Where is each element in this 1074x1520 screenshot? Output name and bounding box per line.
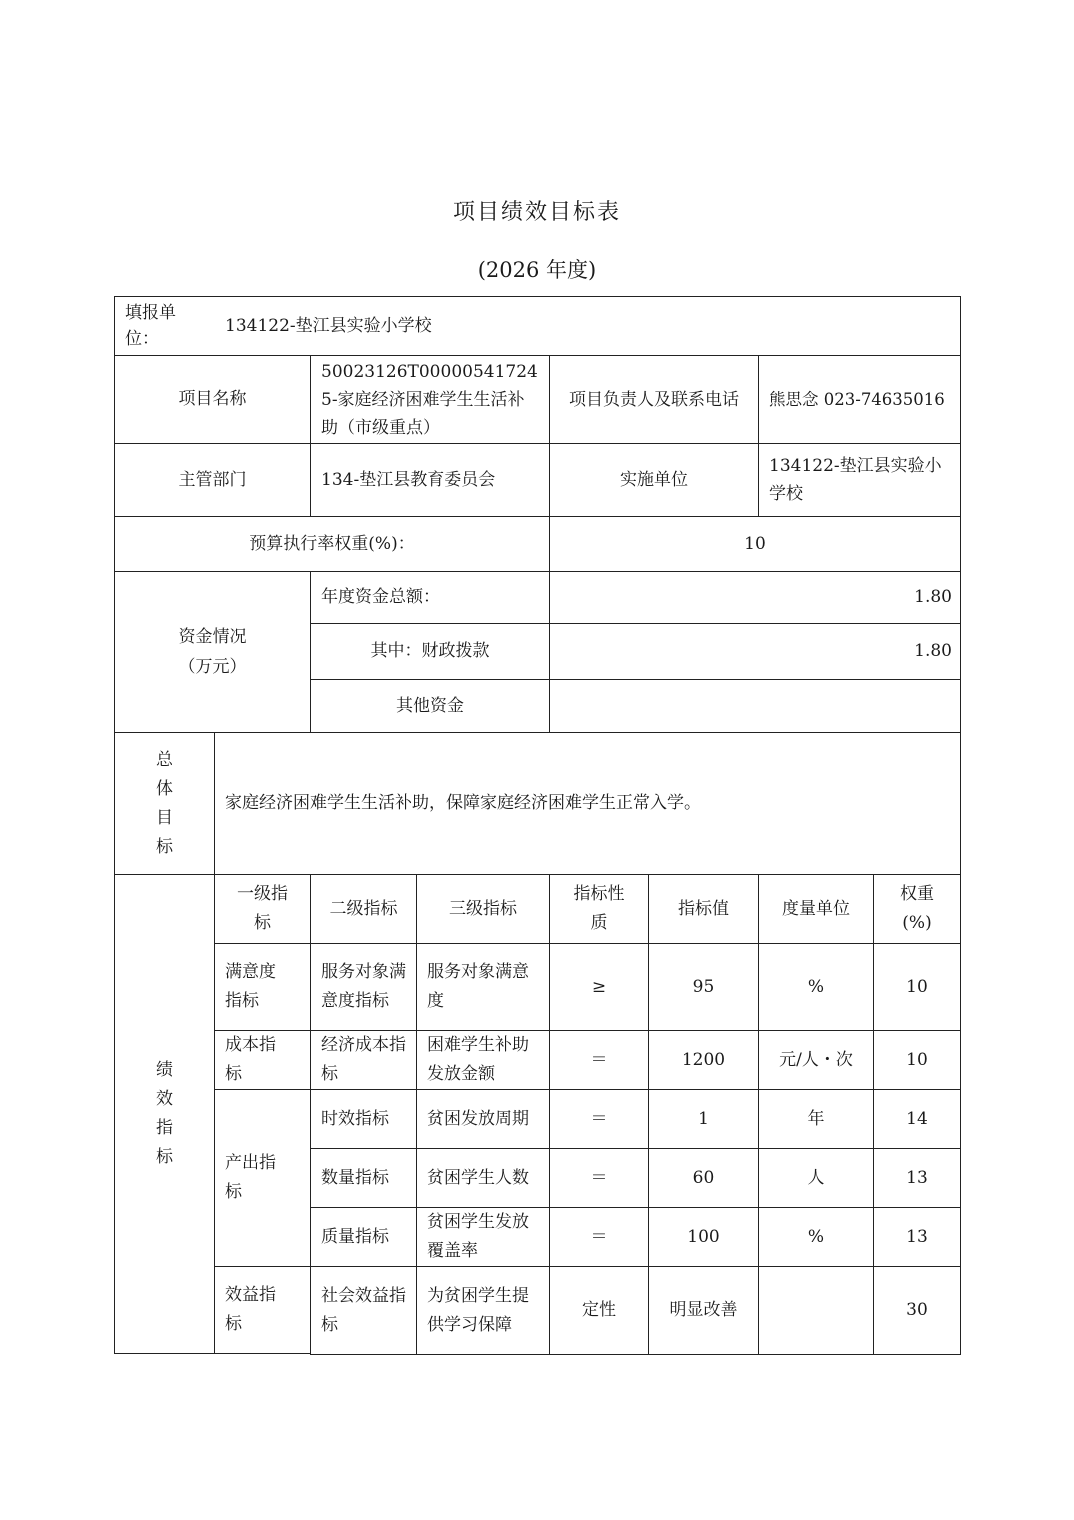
budget-rate-label: 预算执行率权重(%)：: [249, 533, 415, 554]
unit-cell: [758, 1266, 874, 1355]
weight-cell: [873, 943, 961, 1031]
unit-cell: [758, 1030, 874, 1090]
level2-cell: [310, 1266, 417, 1355]
value-text: 95: [692, 976, 715, 997]
unit-text: %: [807, 1226, 825, 1247]
level2-cell: [310, 1030, 417, 1090]
level3-text: 贫困学生发放覆盖率: [427, 1212, 529, 1261]
contact-label-cell: [549, 355, 759, 444]
contact-value: 熊思念 023-74635016: [769, 390, 945, 409]
funds-other-label: 其他资金: [396, 695, 464, 716]
level3-cell: [416, 1266, 550, 1355]
nature-text: ＝: [590, 1226, 608, 1247]
level3-text: 为贫困学生提供学习保障: [427, 1285, 529, 1335]
unit-cell: [758, 1207, 874, 1267]
nature-cell: [549, 1089, 649, 1149]
level1-output: 产出指标: [214, 1089, 311, 1267]
value-cell: [648, 1148, 759, 1208]
value-cell: [648, 1089, 759, 1149]
impl-label: 实施单位: [620, 469, 688, 490]
budget-rate-value: 10: [744, 533, 766, 554]
nature-cell: [549, 1030, 649, 1090]
objective-text-cell: [214, 732, 961, 875]
level1-benefit: 效益指标: [214, 1266, 311, 1354]
level2-text: 经济成本指标: [321, 1035, 406, 1084]
nature-text: ＝: [590, 1167, 608, 1188]
weight-text: 13: [906, 1226, 928, 1247]
value-text: 1200: [681, 1049, 726, 1070]
funds-fiscal-value-cell: [549, 623, 961, 680]
reporting-unit-label: 填报单位：: [125, 303, 176, 349]
unit-text: 元/人・次: [779, 1049, 853, 1070]
unit-text: %: [807, 976, 825, 997]
indicators-label-cell: [114, 874, 215, 1354]
level2-text: 社会效益指标: [321, 1285, 406, 1335]
level1-satisfaction: 满意度指标: [214, 943, 311, 1031]
project-name-value: 50023126T000005417245-家庭经济困难学生生活补助（市级重点）: [321, 361, 538, 438]
document-subtitle: (2026 年度): [477, 258, 597, 282]
value-text: 1: [698, 1108, 709, 1129]
level3-cell: [416, 1207, 550, 1267]
contact-value-cell: [758, 355, 961, 444]
impl-value-cell: [758, 443, 961, 517]
reporting-unit-label-cell: [114, 296, 211, 356]
project-name-label-cell: [114, 355, 311, 444]
weight-cell: [873, 1030, 961, 1090]
dept-value-cell: [310, 443, 550, 517]
funds-label: 资金情况（万元）: [178, 627, 247, 677]
dept-label: 主管部门: [178, 469, 247, 490]
value-text: 100: [687, 1226, 720, 1247]
dept-label-cell: [114, 443, 311, 517]
level2-text: 质量指标: [321, 1226, 389, 1247]
value-cell: [648, 1266, 759, 1355]
objective-label: 总体目标: [156, 749, 173, 857]
contact-label: 项目负责人及联系电话: [569, 389, 739, 410]
funds-other-value-cell: [549, 679, 961, 733]
unit-text: 年: [807, 1108, 825, 1129]
dept-value: 134-垫江县教育委员会: [321, 469, 496, 490]
level2-text: 数量指标: [321, 1167, 389, 1188]
col-header-level1: 一级指标: [214, 874, 311, 944]
nature-text: ≥: [591, 976, 607, 997]
weight-cell: [873, 1089, 961, 1149]
weight-text: 30: [906, 1300, 928, 1320]
level2-cell: [310, 1089, 417, 1149]
level3-cell: [416, 1030, 550, 1090]
objective-text: 家庭经济困难学生生活补助，保障家庭经济困难学生正常入学。: [225, 793, 701, 813]
value-text: 60: [692, 1167, 715, 1188]
nature-text: ＝: [590, 1049, 608, 1070]
level3-cell: [416, 1148, 550, 1208]
level3-text: 困难学生补助发放金额: [427, 1035, 529, 1084]
funds-other-label-cell: [310, 679, 550, 733]
level2-cell: [310, 1148, 417, 1208]
document-title: 项目绩效目标表: [452, 200, 621, 225]
indicators-label: 绩效指标: [156, 1060, 173, 1167]
weight-cell: [873, 1207, 961, 1267]
nature-cell: [549, 943, 649, 1031]
col-header-level2: 二级指标: [310, 874, 417, 944]
weight-cell: [873, 1148, 961, 1208]
weight-text: 13: [906, 1167, 928, 1188]
level3-text: 贫困发放周期: [427, 1108, 529, 1129]
col-header-level3: 三级指标: [416, 874, 550, 944]
level2-text: 时效指标: [321, 1108, 389, 1129]
col-header-unit: 度量单位: [758, 874, 874, 944]
reporting-unit-value-cell: [210, 296, 961, 356]
level1-cost: 成本指标: [214, 1030, 311, 1090]
level3-cell: [416, 1089, 550, 1149]
funds-total-value-cell: [549, 571, 961, 624]
value-cell: [648, 1030, 759, 1090]
value-text: 明显改善: [669, 1300, 738, 1320]
nature-cell: [549, 1266, 649, 1355]
funds-fiscal-value: 1.80: [914, 641, 952, 661]
funds-total-value: 1.80: [914, 587, 952, 607]
col-header-weight: 权重(%): [873, 874, 961, 944]
level3-cell: [416, 943, 550, 1031]
funds-fiscal-label: 其中：财政拨款: [370, 641, 490, 661]
budget-rate-value-cell: [549, 516, 961, 572]
budget-rate-label-cell: [114, 516, 550, 572]
funds-fiscal-label-cell: [310, 623, 550, 680]
impl-value: 134122-垫江县实验小学校: [769, 456, 942, 504]
nature-text: 定性: [582, 1300, 616, 1320]
nature-cell: [549, 1148, 649, 1208]
level3-text: 服务对象满意度: [427, 962, 529, 1011]
weight-text: 10: [906, 1049, 928, 1070]
impl-label-cell: [549, 443, 759, 517]
value-cell: [648, 943, 759, 1031]
level2-text: 服务对象满意度指标: [321, 962, 406, 1011]
funds-total-label-cell: [310, 571, 550, 624]
project-name-label: 项目名称: [178, 389, 247, 409]
nature-text: ＝: [590, 1108, 608, 1129]
weight-text: 14: [906, 1108, 928, 1129]
unit-text: 人: [807, 1167, 825, 1188]
unit-cell: [758, 1148, 874, 1208]
weight-text: 10: [906, 976, 928, 997]
col-header-value: 指标值: [648, 874, 759, 944]
level3-text: 贫困学生人数: [427, 1167, 529, 1188]
level2-cell: [310, 943, 417, 1031]
funds-label-cell: [114, 571, 311, 733]
project-name-value-cell: [310, 355, 550, 444]
funds-total-label: 年度资金总额：: [321, 587, 440, 607]
nature-cell: [549, 1207, 649, 1267]
level2-cell: [310, 1207, 417, 1267]
objective-label-cell: [114, 732, 215, 875]
col-header-nature: 指标性质: [549, 874, 649, 944]
reporting-unit-value: 134122-垫江县实验小学校: [225, 315, 432, 336]
value-cell: [648, 1207, 759, 1267]
weight-cell: [873, 1266, 961, 1355]
unit-cell: [758, 1089, 874, 1149]
unit-cell: [758, 943, 874, 1031]
